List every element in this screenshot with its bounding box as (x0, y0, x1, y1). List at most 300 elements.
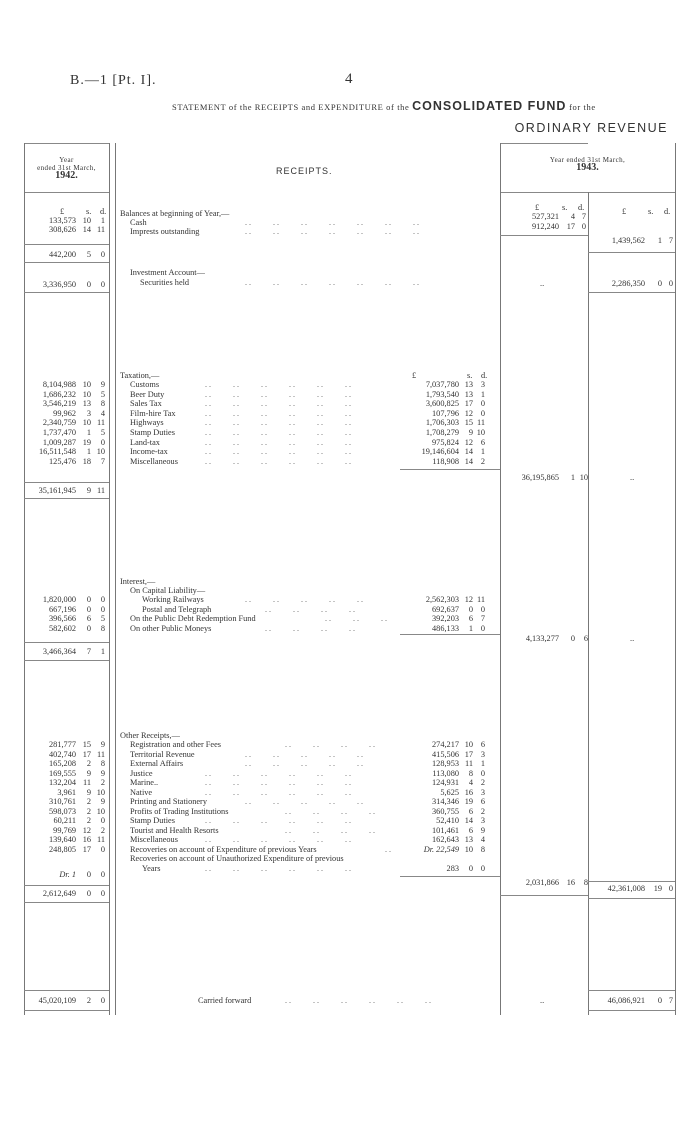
prev-shillings: 0 (86, 280, 91, 289)
rule (500, 895, 588, 896)
cur-pounds: 162,643 (432, 835, 459, 844)
other-label: Stamp Duties (130, 816, 175, 825)
prev-total-pounds: 35,161,945 (38, 486, 76, 495)
cur-shillings: 6 (468, 614, 473, 624)
cur-shillings: 17 (566, 222, 575, 231)
currency-pence: d. (578, 203, 585, 212)
leader-dots: .. .. .. .. .. .. (205, 428, 353, 437)
rule (24, 482, 109, 483)
left-head-ended: ended 31st March, (37, 164, 96, 172)
currency-shillings: s. (562, 203, 568, 212)
tax-label: Highways (130, 418, 164, 428)
tax-label: Income-tax (130, 447, 168, 457)
cur-pence: 2 (480, 806, 485, 816)
other-label: Tourist and Health Resorts (130, 825, 219, 835)
prev-total-pence: 11 (97, 486, 105, 495)
prev-pounds: 125,476 (49, 456, 76, 466)
other-label: Recoveries on account of Expenditure of previous Years (130, 844, 317, 854)
prev-pounds: 3,336,950 (42, 280, 76, 289)
prev-pounds: 667,196 (49, 604, 76, 614)
prev-pounds: 133,573 (49, 216, 76, 225)
rule (24, 990, 109, 991)
leader-dots: .. .. .. .. (265, 604, 357, 614)
prev-shillings: 10 (82, 380, 91, 389)
cur-shillings: 13 (464, 389, 473, 399)
cur-pounds: 128,953 (432, 759, 459, 768)
prev-shillings: 0 (86, 870, 91, 879)
rule (675, 143, 676, 1015)
cur-pence: 3 (480, 816, 485, 825)
prev-pence: 11 (97, 418, 105, 428)
cur-pence: 11 (477, 418, 485, 428)
cur-pence: 1 (480, 447, 485, 457)
prev-pounds: 1,737,470 (42, 428, 76, 437)
rule (588, 990, 675, 991)
rule (24, 660, 109, 661)
prev-pence: 5 (100, 389, 105, 399)
interest-label: On other Public Moneys (130, 623, 212, 633)
total-shillings: 19 (653, 884, 662, 893)
rule (588, 292, 675, 293)
currency-pounds: £ (535, 203, 540, 212)
rule (24, 498, 109, 499)
prev-shillings: 10 (82, 216, 91, 225)
rule (400, 876, 500, 877)
prev-shillings: 6 (86, 614, 91, 624)
leader-dots: .. (385, 844, 393, 854)
leader-dots: .. .. .. .. (265, 623, 357, 633)
prev-pounds: 169,555 (49, 768, 76, 778)
tax-label: Land-tax (130, 437, 160, 447)
rule (500, 235, 588, 236)
total-shillings: 0 (657, 279, 662, 288)
right-head-ended: Year ended 31st March, (549, 156, 626, 164)
prev-shillings: 0 (86, 604, 91, 614)
cur-pence: 0 (480, 408, 485, 418)
cur-pounds: 19,146,604 (421, 447, 459, 457)
cur-pounds: 5,625 (440, 787, 459, 797)
cur-pounds: 1,708,279 (425, 428, 459, 437)
leader-dots: .. .. .. .. (285, 740, 377, 749)
prev-total-shillings: 0 (86, 889, 91, 898)
prev-pence: 0 (100, 280, 105, 289)
tax-label: Customs (130, 380, 160, 389)
cur-shillings: 14 (464, 816, 473, 825)
other-label: Profits of Trading Institutions (130, 806, 229, 816)
right-head-date: 1943. (576, 162, 599, 173)
prev-pounds: 308,626 (49, 225, 76, 234)
document-reference: B.—1 [Pt. I]. (70, 73, 157, 88)
cur-pounds: 3,600,825 (425, 399, 459, 409)
cur-pence: 2 (480, 778, 485, 787)
tax-label: Stamp Duties (130, 428, 175, 437)
prev-shillings: 15 (82, 740, 91, 749)
tax-label: Film-hire Tax (130, 408, 176, 418)
cur-pence: 0 (480, 623, 485, 633)
cur-shillings: 16 (464, 787, 473, 797)
prev-pence: 0 (100, 604, 105, 614)
leader-dots: .. .. .. .. .. .. (205, 418, 353, 428)
prev-pounds: 99,769 (53, 825, 76, 835)
cur-shillings: 4 (468, 778, 473, 787)
total-placeholder: .. (630, 634, 635, 643)
cur-shillings: 6 (468, 806, 473, 816)
left-head-date: 1942. (55, 170, 78, 181)
prev-pence: 9 (100, 740, 105, 749)
total-placeholder: .. (630, 473, 635, 482)
leader-dots: .. .. .. .. .. .. (205, 399, 353, 409)
cur-pounds: 113,080 (432, 768, 459, 778)
investment-heading: Investment Account— (130, 268, 205, 277)
currency-shillings: s. (86, 207, 92, 216)
cur-shillings: 6 (468, 825, 473, 835)
prev-pounds: 16,511,548 (38, 447, 76, 457)
prev-pounds: 310,761 (49, 797, 76, 806)
cur-pounds: 124,931 (432, 778, 459, 787)
interest-heading: Interest,— (120, 577, 156, 586)
prev-shillings: 0 (86, 623, 91, 633)
rule (500, 143, 501, 1015)
cur-pounds: 2,562,303 (425, 595, 459, 604)
leader-dots: .. .. .. .. .. .. (205, 816, 353, 825)
leader-dots: .. .. .. .. .. .. (205, 768, 353, 778)
carried-forward-label: Carried forward (198, 996, 252, 1005)
rule (24, 292, 109, 293)
prev-total-pounds: 442,200 (49, 250, 76, 259)
other-label: External Affairs (130, 759, 184, 768)
prev-shillings: 9 (86, 768, 91, 778)
rule (24, 1010, 109, 1011)
prev-total-pence: 1 (100, 647, 105, 656)
cur-shillings: 4 (570, 212, 575, 221)
balances-cash-label: Cash (130, 218, 147, 227)
leader-dots: .. .. .. .. .. .. (205, 380, 353, 389)
leader-dots: .. .. .. .. .. .. .. (245, 278, 421, 287)
prev-shillings: 10 (82, 389, 91, 399)
rule (500, 143, 588, 144)
prev-total-pence: 0 (100, 889, 105, 898)
currency-shillings: s. (467, 371, 473, 380)
investment-label: Securities held (140, 278, 190, 287)
prev-pence: 9 (100, 380, 105, 389)
leader-dots: .. .. .. .. .. .. (205, 863, 353, 873)
rule (24, 642, 109, 643)
currency-pounds: £ (622, 207, 627, 216)
cur-pence: 9 (480, 825, 485, 835)
prev-pounds: 402,740 (49, 749, 76, 759)
prev-shillings: 17 (82, 844, 91, 854)
cur-shillings: 1 (468, 623, 473, 633)
carried-total-pence: 7 (668, 996, 673, 1005)
cur-sub-shillings: 0 (570, 634, 575, 643)
cur-shillings: 10 (464, 740, 473, 749)
rule (24, 192, 109, 193)
cur-pounds: 486,133 (432, 623, 459, 633)
total-pence: 0 (668, 279, 673, 288)
cur-pence: 3 (480, 787, 485, 797)
balances-imprests-label: Imprests outstanding (130, 227, 200, 236)
prev-pounds: 1,820,000 (42, 595, 76, 604)
rule (588, 252, 675, 253)
leader-dots: .. .. .. .. .. (245, 749, 365, 759)
receipts-heading: RECEIPTS. (276, 166, 333, 176)
cur-pence: 0 (480, 604, 485, 614)
prev-pence: 5 (100, 614, 105, 624)
other-label: Registration and other Fees (130, 740, 222, 749)
cur-pence: 0 (480, 399, 485, 409)
prev-pence: 1 (100, 216, 105, 225)
cur-pence: 11 (477, 595, 485, 604)
prev-pence: 5 (100, 428, 105, 437)
leader-dots: .. .. .. .. .. (245, 595, 365, 604)
prev-pounds: 582,602 (49, 623, 76, 633)
prev-shillings: 2 (86, 806, 91, 816)
prev-pounds: 396,566 (49, 614, 76, 624)
cur-pounds: 52,410 (436, 816, 459, 825)
rule (588, 1010, 675, 1011)
prev-pence: 11 (97, 835, 105, 844)
rule (24, 262, 109, 263)
other-label: Marine.. (130, 778, 159, 787)
page-number: 4 (345, 71, 353, 87)
total-pounds: 2,286,350 (611, 279, 645, 288)
cur-shillings: 19 (464, 797, 473, 806)
prev-shillings: 14 (82, 225, 91, 234)
prev-total-pounds: 3,466,364 (42, 647, 76, 656)
cur-pounds: 118,908 (432, 456, 459, 466)
prev-pence: 9 (100, 768, 105, 778)
total-shillings: 1 (657, 236, 662, 245)
leader-dots: .. .. .. .. .. .. (205, 456, 353, 466)
currency-pence: d. (481, 371, 488, 380)
rule (115, 143, 116, 1015)
cur-pounds: 314,346 (432, 797, 459, 806)
cur-shillings: 11 (465, 759, 473, 768)
other-label: Native (130, 787, 153, 797)
carried-total-shillings: 0 (657, 996, 662, 1005)
cur-pounds: 415,506 (432, 749, 459, 759)
prev-shillings: 11 (83, 778, 91, 787)
prev-shillings: 2 (86, 797, 91, 806)
prev-pence: 0 (100, 595, 105, 604)
prev-pence: 10 (96, 806, 105, 816)
currency-pounds: £ (60, 207, 65, 216)
leader-dots: .. .. .. .. .. .. (205, 787, 353, 797)
carried-prev-shillings: 2 (86, 996, 91, 1005)
cur-pounds: 101,461 (432, 825, 459, 835)
prev-pence: 2 (100, 825, 105, 835)
cur-pence: 4 (480, 835, 485, 844)
prev-pence: 10 (96, 787, 105, 797)
carried-cur-placeholder: .. (540, 996, 545, 1005)
cur-pounds: Dr. 22,549 (423, 844, 459, 854)
prev-pounds: 99,962 (53, 408, 76, 418)
prev-shillings: 16 (82, 835, 91, 844)
prev-shillings: 17 (82, 749, 91, 759)
other-label: Miscellaneous (130, 835, 178, 844)
prev-pounds: 248,805 (49, 844, 76, 854)
leader-dots: .. .. .. .. .. .. .. (245, 227, 421, 236)
cur-sub-pence: 8 (583, 878, 588, 887)
prev-shillings: 2 (86, 759, 91, 768)
interest-label: Working Railways (142, 595, 204, 604)
cur-placeholder: .. (540, 279, 545, 288)
taxation-heading: Taxation,— (120, 371, 160, 380)
leader-dots: .. .. .. (325, 614, 389, 624)
cur-pounds: 360,755 (432, 806, 459, 816)
cur-pence: 6 (480, 797, 485, 806)
cur-pence: 3 (480, 380, 485, 389)
cur-pence: 0 (480, 768, 485, 778)
prev-shillings: 10 (82, 418, 91, 428)
rule (588, 881, 675, 882)
cur-pence: 8 (480, 844, 485, 854)
prev-pounds: 3,546,219 (42, 399, 76, 409)
cur-shillings: 10 (464, 844, 473, 854)
prev-shillings: 3 (86, 408, 91, 418)
other-label: Recoveries on account of Unauthorized Expenditure of previous (130, 854, 344, 863)
left-head-year: Year (59, 156, 74, 164)
cur-pounds: 1,793,540 (425, 389, 459, 399)
interest-subheading: On Capital Liability— (130, 586, 206, 595)
cur-shillings: 0 (468, 604, 473, 614)
cur-sub-pence: 10 (579, 473, 588, 482)
cur-pence: 3 (480, 749, 485, 759)
cur-shillings: 12 (464, 408, 473, 418)
prev-pence: 10 (96, 447, 105, 457)
cur-pounds: 107,796 (432, 408, 459, 418)
prev-pounds: 1,009,287 (42, 437, 76, 447)
interest-label: On the Public Debt Redemption Fund (130, 614, 256, 624)
cur-pence: 2 (480, 456, 485, 466)
prev-shillings: 1 (86, 428, 91, 437)
leader-dots: .. .. .. .. .. .. (205, 408, 353, 418)
other-heading: Other Receipts,— (120, 731, 180, 740)
cur-pounds: 527,321 (532, 212, 559, 221)
prev-pounds: Dr. 1 (59, 870, 76, 879)
cur-shillings: 12 (464, 437, 473, 447)
total-pounds: 42,361,008 (607, 884, 645, 893)
other-label: Printing and Stationery (130, 797, 207, 806)
cur-sub-shillings: 16 (566, 878, 575, 887)
title-prefix: STATEMENT of the RECEIPTS and EXPENDITURE of the (172, 102, 410, 112)
prev-pounds: 60,211 (53, 816, 76, 825)
leader-dots: .. .. .. .. .. .. (205, 835, 353, 844)
cur-pence: 0 (480, 863, 485, 873)
rule (24, 885, 109, 886)
prev-pence: 7 (100, 456, 105, 466)
prev-shillings: 19 (82, 437, 91, 447)
prev-pence: 9 (100, 797, 105, 806)
currency-pence: d. (664, 207, 671, 216)
leader-dots: .. .. .. .. .. .. (205, 447, 353, 457)
leader-dots: .. .. .. .. .. (245, 759, 365, 768)
leader-dots: .. .. .. .. .. .. (285, 996, 433, 1005)
prev-pence: 0 (100, 816, 105, 825)
currency-pounds: £ (412, 371, 417, 380)
cur-sub-pounds: 36,195,865 (521, 473, 559, 482)
cur-sub-pounds: 4,133,277 (525, 634, 559, 643)
cur-sub-shillings: 1 (570, 473, 575, 482)
cur-shillings: 13 (464, 835, 473, 844)
prev-pence: 11 (97, 749, 105, 759)
tax-label: Beer Duty (130, 389, 165, 399)
prev-shillings: 9 (86, 787, 91, 797)
cur-pence: 1 (480, 759, 485, 768)
tax-label: Miscellaneous (130, 456, 178, 466)
prev-total-shillings: 7 (86, 647, 91, 656)
prev-total-pence: 0 (100, 250, 105, 259)
title-suffix: for the (569, 102, 596, 112)
prev-pence: 8 (100, 399, 105, 409)
cur-pounds: 692,637 (432, 604, 459, 614)
prev-total-shillings: 5 (86, 250, 91, 259)
cur-shillings: 0 (468, 863, 473, 873)
cur-pounds: 7,037,780 (425, 380, 459, 389)
prev-pounds: 132,204 (49, 778, 76, 787)
total-pence: 0 (668, 884, 673, 893)
cur-pence: 7 (581, 212, 586, 221)
tax-label: Sales Tax (130, 399, 162, 409)
currency-shillings: s. (648, 207, 654, 216)
prev-pence: 4 (100, 408, 105, 418)
prev-pounds: 2,340,759 (42, 418, 76, 428)
other-label: Years (142, 863, 161, 873)
prev-pounds: 3,961 (57, 787, 76, 797)
prev-pounds: 165,208 (49, 759, 76, 768)
prev-shillings: 1 (86, 447, 91, 457)
title-bold: CONSOLIDATED FUND (412, 99, 567, 113)
interest-label: Postal and Telegraph (142, 604, 212, 614)
rule (24, 244, 109, 245)
cur-sub-pounds: 2,031,866 (525, 878, 559, 887)
leader-dots: .. .. .. .. (285, 825, 377, 835)
cur-shillings: 14 (464, 456, 473, 466)
balances-heading: Balances at beginning of Year,— (120, 209, 230, 218)
leader-dots: .. .. .. .. .. .. .. (245, 218, 421, 227)
rule (24, 143, 109, 144)
cur-sub-pence: 6 (583, 634, 588, 643)
leader-dots: .. .. .. .. (285, 806, 377, 816)
leader-dots: .. .. .. .. .. .. (205, 778, 353, 787)
cur-pounds: 283 (446, 863, 459, 873)
leader-dots: .. .. .. .. .. .. (205, 389, 353, 399)
prev-shillings: 18 (82, 456, 91, 466)
rule (400, 634, 500, 635)
prev-shillings: 13 (82, 399, 91, 409)
total-pounds: 1,439,562 (611, 236, 645, 245)
prev-pence: 0 (100, 437, 105, 447)
carried-prev-pounds: 45,020,109 (38, 996, 76, 1005)
rule (588, 192, 589, 1015)
statement-subtitle: ORDINARY REVENUE (514, 121, 668, 135)
prev-pence: 0 (100, 870, 105, 879)
cur-shillings: 14 (464, 447, 473, 457)
cur-pence: 6 (480, 437, 485, 447)
prev-pence: 2 (100, 778, 105, 787)
carried-total-pounds: 46,086,921 (607, 996, 645, 1005)
cur-shillings: 8 (468, 768, 473, 778)
prev-pounds: 598,073 (49, 806, 76, 816)
prev-pounds: 139,640 (49, 835, 76, 844)
cur-pence: 1 (480, 389, 485, 399)
left-column-heading (24, 156, 109, 180)
cur-pounds: 274,217 (432, 740, 459, 749)
leader-dots: .. .. .. .. .. (245, 797, 365, 806)
prev-pounds: 281,777 (49, 740, 76, 749)
rule (109, 143, 110, 1015)
cur-pence: 0 (581, 222, 586, 231)
